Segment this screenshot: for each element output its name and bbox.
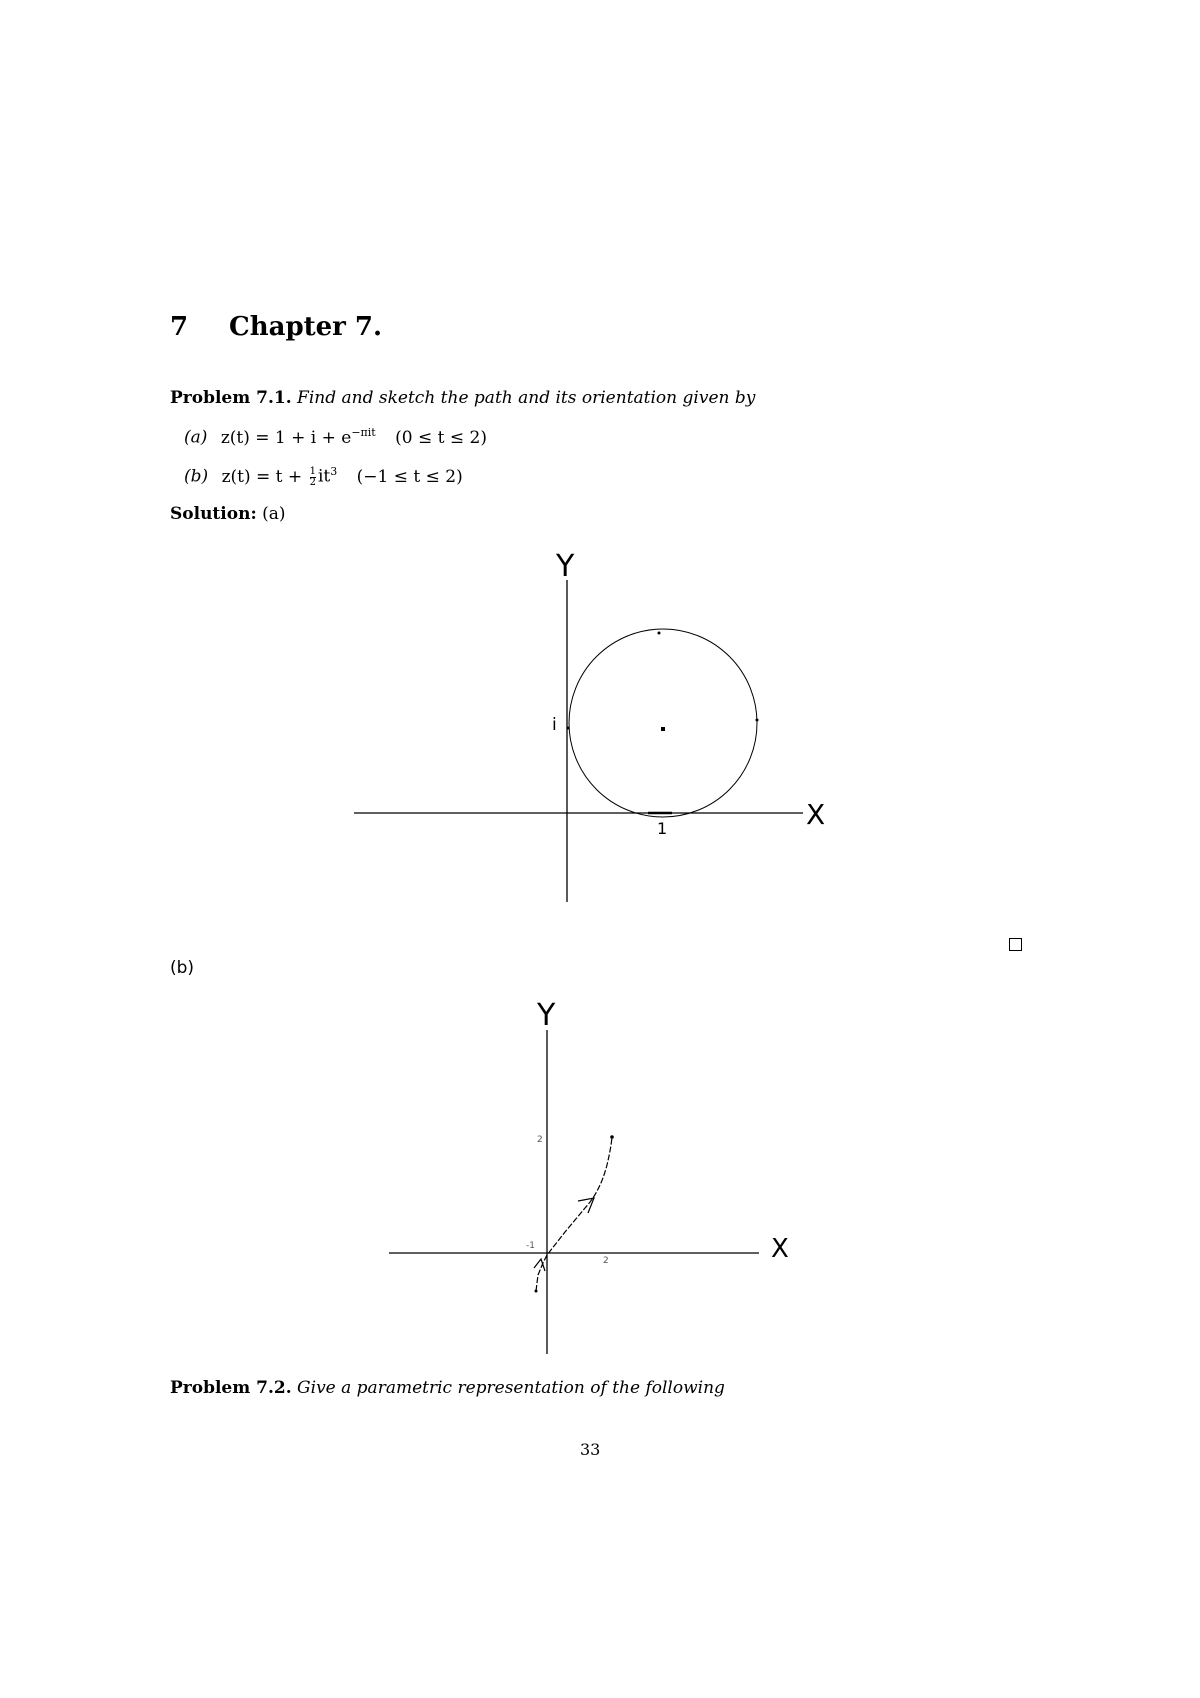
item-a-range: (0 ≤ t ≤ 2) bbox=[395, 427, 487, 448]
fig-a-x-label: X bbox=[806, 798, 826, 831]
item-a-exponent: −πit bbox=[351, 426, 376, 439]
item-a-formula: z(t) = 1 + i + e bbox=[220, 427, 352, 448]
fig-b-x-label: X bbox=[771, 1234, 789, 1264]
section-title: Chapter 7. bbox=[229, 312, 383, 342]
fig-b-tick-x-2: 2 bbox=[603, 1256, 609, 1266]
figure-a bbox=[354, 549, 825, 902]
fig-a-tick-i: i bbox=[552, 715, 557, 735]
fig-a-y-label: Y bbox=[556, 549, 575, 584]
item-b-range: (−1 ≤ t ≤ 2) bbox=[356, 466, 463, 487]
fig-b-end-point bbox=[610, 1135, 614, 1139]
item-b-exponent: 3 bbox=[330, 465, 338, 478]
fig-b-tick-neg1: -1 bbox=[526, 1241, 535, 1251]
qed-box bbox=[1009, 938, 1022, 951]
problem-7-2 bbox=[170, 1378, 725, 1398]
frac-denominator: 2 bbox=[309, 476, 316, 488]
fig-a-tick-1: 1 bbox=[657, 819, 668, 838]
fig-a-center-dot bbox=[661, 727, 665, 731]
frac-numerator: 1 bbox=[309, 465, 316, 477]
fig-b-tick-y-2: 2 bbox=[537, 1135, 543, 1145]
solution-part-b: (b) bbox=[170, 958, 195, 978]
figure-b bbox=[389, 998, 789, 1354]
item-a-marker: (a) bbox=[184, 427, 208, 448]
fig-b-y-label: Y bbox=[537, 998, 556, 1033]
fig-b-arrowhead-lower bbox=[534, 1259, 545, 1271]
fig-b-start-point bbox=[535, 1290, 538, 1293]
fig-a-left-point bbox=[567, 727, 570, 730]
page-number: 33 bbox=[580, 1440, 601, 1459]
solution-label: Solution: bbox=[170, 504, 257, 524]
item-b-formula-lead: z(t) = t + bbox=[221, 466, 308, 487]
fig-a-top-point bbox=[658, 632, 661, 635]
problem-statement: Give a parametric representation of the following bbox=[297, 1378, 725, 1398]
fig-a-right-point bbox=[756, 719, 759, 722]
problem-label: Problem 7.2. bbox=[170, 1378, 292, 1398]
problem-statement: Find and sketch the path and its orientation given by bbox=[297, 388, 756, 408]
solution-part-a: (a) bbox=[262, 504, 286, 524]
item-b-formula-tail: it bbox=[317, 466, 331, 487]
section-number: 7 bbox=[170, 312, 189, 342]
item-b-marker: (b) bbox=[184, 466, 209, 487]
problem-label: Problem 7.1. bbox=[170, 388, 292, 408]
fig-a-path-circle bbox=[569, 629, 757, 817]
